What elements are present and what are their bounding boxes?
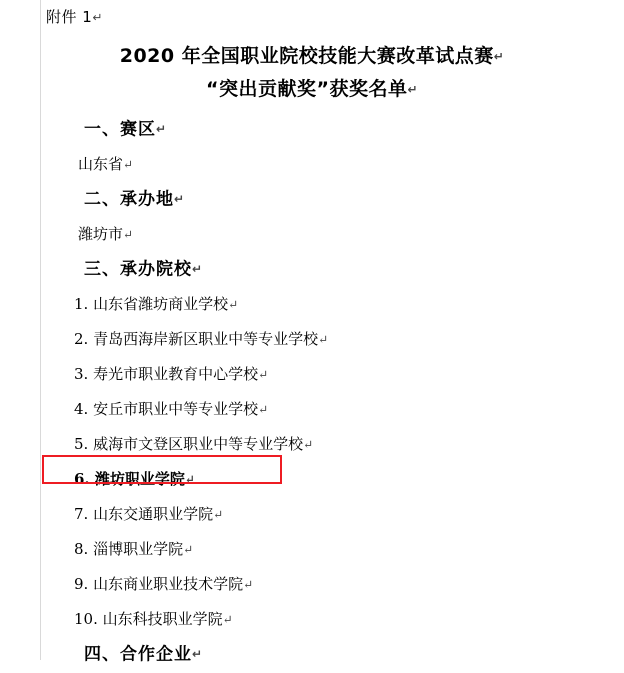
list-item xyxy=(0,357,624,392)
list-item xyxy=(0,532,624,567)
section-heading-host-city xyxy=(0,182,624,217)
section-heading-host-schools-text: 三、承办院校 xyxy=(84,259,192,280)
list-item xyxy=(0,427,624,462)
list-item xyxy=(0,567,624,602)
section-heading-region-text: 一、赛区 xyxy=(84,119,156,140)
document-title xyxy=(0,40,624,105)
section-heading-partner-companies-text: 四、合作企业 xyxy=(84,644,192,665)
page-title-line-2-text: “突出贡献奖”获奖名单 xyxy=(205,77,408,100)
list-item xyxy=(0,287,624,322)
list-item-text: 3. 寿光市职业教育中心学校 xyxy=(74,365,259,383)
section-heading-region xyxy=(0,112,624,147)
list-item xyxy=(0,497,624,532)
paragraph-mark-icon: ↵ xyxy=(258,367,269,382)
paragraph-mark-icon: ↵ xyxy=(222,612,233,627)
region-value xyxy=(0,147,624,182)
paragraph-mark-icon: ↵ xyxy=(213,507,224,522)
page-title-line-1-text: 2020 年全国职业院校技能大赛改革试点赛 xyxy=(119,45,494,67)
paragraph-mark-icon: ↵ xyxy=(156,122,168,136)
section-heading-partner-companies xyxy=(0,637,624,672)
attachment-label-text: 附件 1 xyxy=(46,8,93,26)
paragraph-mark-icon: ↵ xyxy=(318,332,329,347)
list-item xyxy=(0,392,624,427)
page-title-line-2 xyxy=(0,73,624,106)
list-item-text: 7. 山东交通职业学院 xyxy=(74,505,214,523)
list-item-text: 2. 青岛西海岸新区职业中等专业学校 xyxy=(74,330,319,348)
paragraph-mark-icon: ↵ xyxy=(192,262,204,276)
paragraph-mark-icon: ↵ xyxy=(407,82,419,96)
paragraph-mark-icon: ↵ xyxy=(303,437,314,452)
region-value-text: 山东省 xyxy=(78,155,124,173)
list-item-highlighted xyxy=(0,462,624,497)
paragraph-mark-icon: ↵ xyxy=(258,402,269,417)
list-item xyxy=(0,602,624,637)
paragraph-mark-icon: ↵ xyxy=(228,297,239,312)
paragraph-mark-icon: ↵ xyxy=(183,542,194,557)
paragraph-mark-icon: ↵ xyxy=(123,157,134,172)
list-item-highlighted-text: 6. 潍坊职业学院 xyxy=(74,470,185,488)
page-title-line-1 xyxy=(0,40,624,73)
section-heading-host-city-text: 二、承办地 xyxy=(84,189,174,210)
list-item-text: 4. 安丘市职业中等专业学校 xyxy=(74,400,259,418)
list-item xyxy=(0,322,624,357)
paragraph-mark-icon: ↵ xyxy=(192,647,204,661)
list-item-text: 1. 山东省潍坊商业学校 xyxy=(74,295,229,313)
list-item-text: 9. 山东商业职业技术学院 xyxy=(74,575,244,593)
paragraph-mark-icon: ↵ xyxy=(174,192,186,206)
paragraph-mark-icon: ↵ xyxy=(184,472,195,487)
list-item-text: 5. 威海市文登区职业中等专业学校 xyxy=(74,435,304,453)
section-heading-host-schools xyxy=(0,252,624,287)
list-item-text: 10. 山东科技职业学院 xyxy=(74,610,223,628)
document-body xyxy=(0,112,624,672)
paragraph-mark-icon: ↵ xyxy=(243,577,254,592)
attachment-label xyxy=(46,6,103,27)
list-item-text: 8. 淄博职业学院 xyxy=(74,540,184,558)
paragraph-mark-icon: ↵ xyxy=(92,10,103,25)
host-city-value-text: 潍坊市 xyxy=(78,225,124,243)
paragraph-mark-icon: ↵ xyxy=(493,49,505,64)
paragraph-mark-icon: ↵ xyxy=(123,227,134,242)
host-city-value xyxy=(0,217,624,252)
